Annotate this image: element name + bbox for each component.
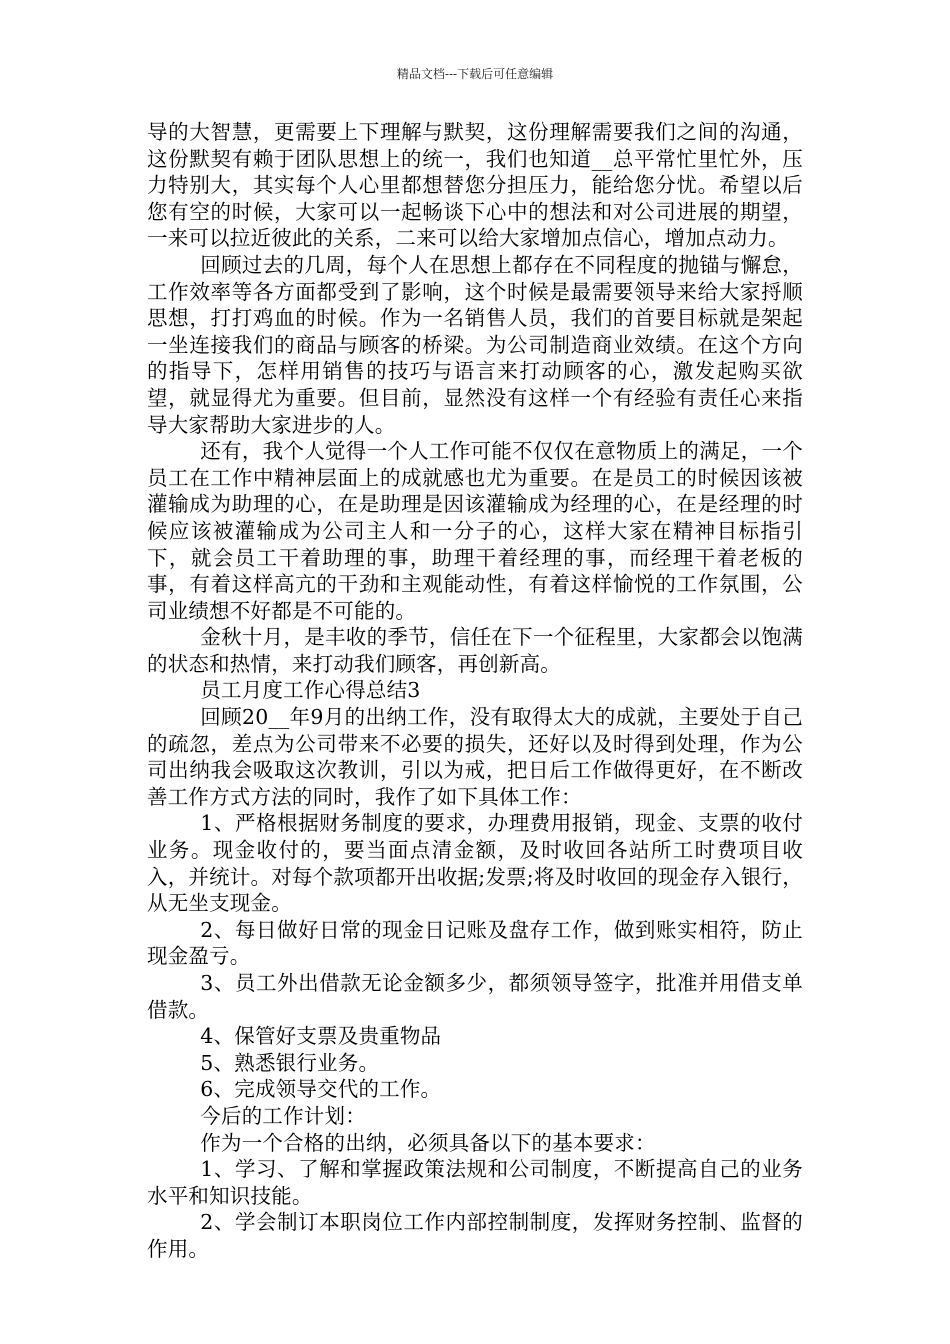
- list-item-1: 1、严格根据财务制度的要求，办理费用报销，现金、支票的收付业务。现金收付的，要当面点清金额，及时收回各站所工时费项目收入，并统计。对每个款项都开出收据;发票;将及时收回的现金存入银行，从无坐支现金。: [147, 811, 803, 916]
- document-body: [147, 119, 803, 1263]
- paragraph-3: 还有，我个人觉得一个人工作可能不仅仅在意物质上的满足，一个员工在工作中精神层面上的成就感也尤为重要。在是员工的时候因该被灌输成为助理的心，在是助理是因该灌输成为经理的心，在是经理的时候应该被灌输成为公司主人和一分子的心，这样大家在精神目标指引下，就会员工干着助理的事，助理干着经理的事，而经理干着老板的事，有着这样高亢的干劲和主观能动性，有着这样愉悦的工作氛围，公司业绩想不好都是不可能的。: [147, 439, 803, 623]
- paragraph-1: 导的大智慧，更需要上下理解与默契，这份理解需要我们之间的沟通，这份默契有赖于团队思想上的统一，我们也知道__总平常忙里忙外，压力特别大，其实每个人心里都想替您分担压力，能给您分忧。希望以后您有空的时候，大家可以一起畅谈下心中的想法和对公司进展的期望，一来可以拉近彼此的关系，二来可以给大家增加点信心，增加点动力。: [147, 120, 803, 251]
- paragraph-2: 回顾过去的几周，每个人在思想上都存在不同程度的抛锚与懈怠，工作效率等各方面都受到了影响，这个时候是最需要领导来给大家捋顺思想，打打鸡血的时候。作为一名销售人员，我们的首要目标就是架起一坐连接我们的商品与顾客的桥梁。为公司制造商业效绩。在这个方向的指导下，怎样用销售的技巧与语言来打动顾客的心，激发起购买欲望，就显得尤为重要。但目前，显然没有这样一个有经验有责任心来指导大家帮助大家进步的人。: [147, 252, 803, 437]
- paragraph-4: 金秋十月，是丰收的季节，信任在下一个征程里，大家都会以饱满的状态和热情，来打动我们顾客，再创新高。: [147, 625, 803, 676]
- list-item-2: 2、每日做好日常的现金日记账及盘存工作，做到账实相符，防止现金盈亏。: [147, 917, 803, 969]
- paragraph-6: 回顾20__年9月的出纳工作，没有取得太大的成就，主要处于自己的疏忽，差点为公司带来不必要的损失，还好以及时得到处理，作为公司出纳我会吸取这次教训，引以为戒，把日后工作做得更好，在不断改善工作方式方法的同时，我作了如下具体工作：: [147, 705, 803, 809]
- page-header: 精品文档---下载后可任意编辑: [396, 67, 554, 81]
- section-heading: 员工月度工作心得总结3: [200, 678, 421, 703]
- list-item-3: 3、员工外出借款无论金额多少，都须领导签字，批准并用借支单借款。: [147, 971, 803, 1022]
- plan-item-2: 2、学会制订本职岗位工作内部控制制度，发挥财务控制、监督的作用。: [147, 1210, 803, 1261]
- list-item-6: 6、完成领导交代的工作。: [200, 1077, 442, 1102]
- plan-heading: 今后的工作计划：: [200, 1103, 366, 1128]
- plan-intro: 作为一个合格的出纳，必须具备以下的基本要求：: [200, 1130, 656, 1155]
- list-item-5: 5、熟悉银行业务。: [200, 1050, 380, 1075]
- list-item-4: 4、保管好支票及贵重物品: [200, 1024, 442, 1049]
- plan-item-1: 1、学习、了解和掌握政策法规和公司制度，不断提高自己的业务水平和知识技能。: [147, 1157, 803, 1208]
